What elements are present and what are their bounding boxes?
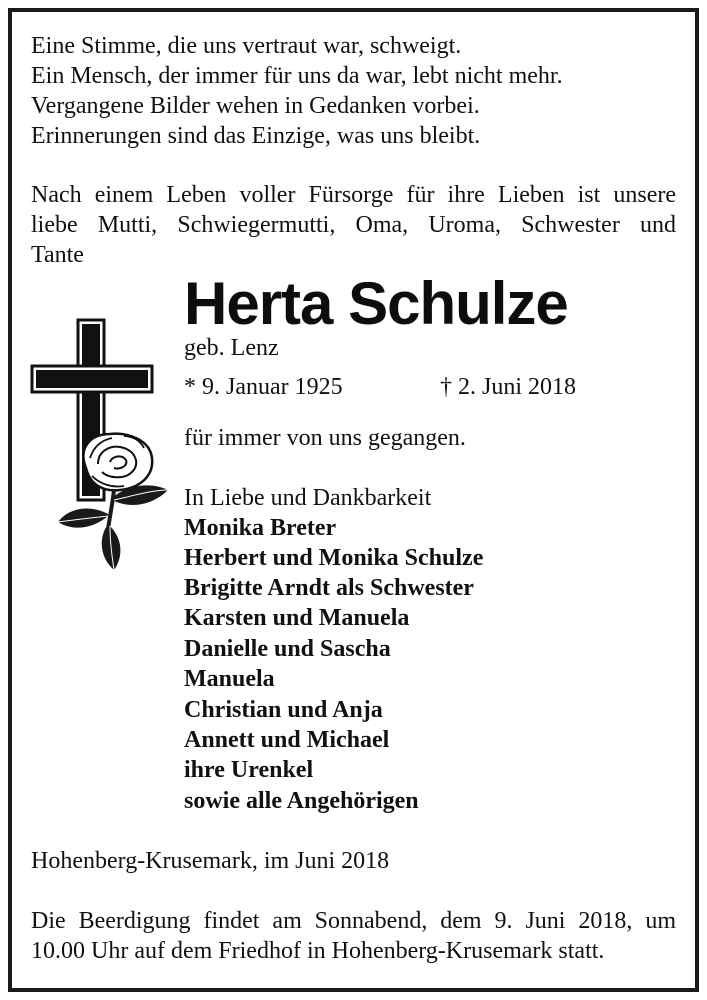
mourner-9: ihre Urenkel <box>184 757 314 783</box>
intro-line-3: Tante <box>31 242 84 268</box>
mourner-1: Monika Breter <box>184 515 337 541</box>
mourner-10: sowie alle Angehörigen <box>184 788 419 814</box>
mourners-intro: In Liebe und Dankbarkeit <box>184 485 432 511</box>
mourner-6: Manuela <box>184 666 275 692</box>
funeral-line-1: Die Beerdigung findet am Sonnabend, dem 9. Juni 2018, um <box>31 908 676 934</box>
rose-icon <box>58 434 168 570</box>
funeral-line-2: 10.00 Uhr auf dem Friedhof in Hohenberg-Krusemark statt. <box>31 938 605 964</box>
mourner-2: Herbert und Monika Schulze <box>184 545 484 571</box>
intro-line-1: Nach einem Leben voller Fürsorge für ihre Lieben ist unsere <box>31 182 676 208</box>
mourner-4: Karsten und Manuela <box>184 605 410 631</box>
departed-text: für immer von uns gegangen. <box>184 425 466 451</box>
birth-date: * 9. Januar 1925 <box>184 374 343 400</box>
death-date: † 2. Juni 2018 <box>440 374 577 400</box>
mourner-3: Brigitte Arndt als Schwester <box>184 575 474 601</box>
poem-line-3: Vergangene Bilder wehen in Gedanken vorbei. <box>31 93 480 119</box>
mourner-5: Danielle und Sascha <box>184 636 391 662</box>
intro-line-2: liebe Mutti, Schwiegermutti, Oma, Uroma, Schwester und <box>31 212 676 238</box>
deceased-name: Herta Schulze <box>184 270 568 337</box>
maiden-name: geb. Lenz <box>184 335 279 361</box>
poem-line-1: Eine Stimme, die uns vertraut war, schweigt. <box>31 33 462 59</box>
poem-line-4: Erinnerungen sind das Einzige, was uns bleibt. <box>31 123 481 149</box>
mourner-8: Annett und Michael <box>184 727 390 753</box>
place-date: Hohenberg-Krusemark, im Juni 2018 <box>31 848 390 874</box>
poem-line-2: Ein Mensch, der immer für uns da war, lebt nicht mehr. <box>31 63 563 89</box>
mourner-7: Christian und Anja <box>184 697 383 723</box>
cross-with-rose-icon <box>28 318 178 578</box>
